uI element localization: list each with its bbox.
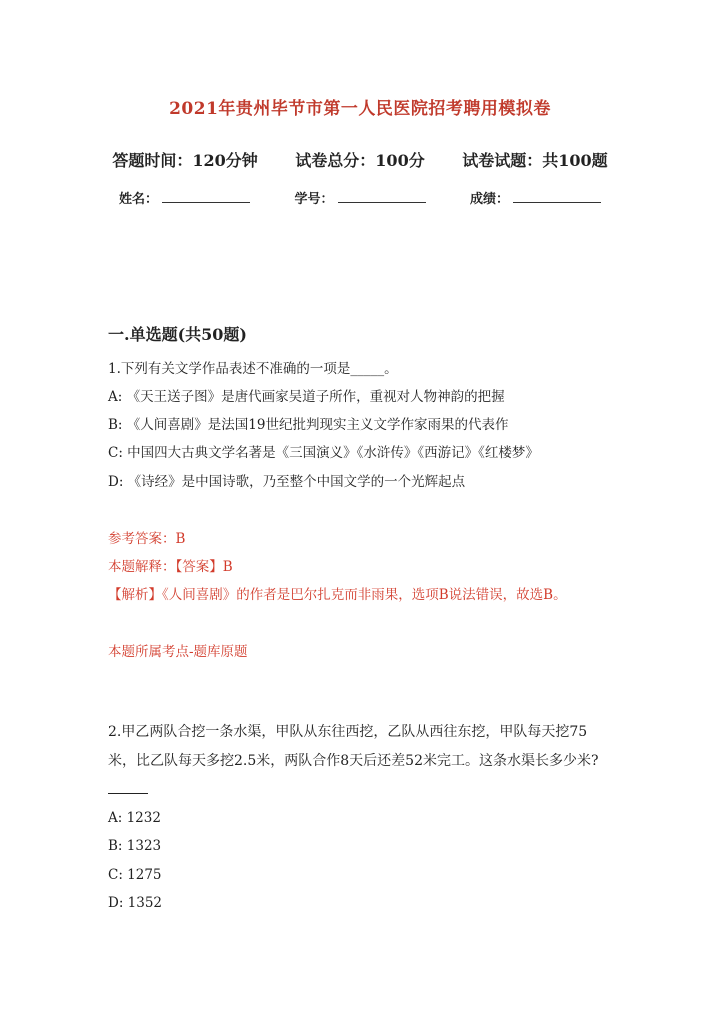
student-id-blank xyxy=(338,190,426,203)
exam-meta xyxy=(0,148,720,171)
q1-option-b: B: 《人间喜剧》是法国19世纪批判现实主义文学作家雨果的代表作 xyxy=(108,417,509,433)
q2-stem xyxy=(108,718,613,805)
q1-explain-label: 本题解释：【答案】B xyxy=(108,559,233,575)
name-blank xyxy=(162,190,250,203)
q2-stem-text: 2.甲乙两队合挖一条水渠，甲队从东往西挖，乙队从西往东挖，甲队每天挖75米，比乙队每天多挖2.5米，两队合作8天后还差52米完工。这条水渠长多少米? xyxy=(108,724,599,769)
score-field xyxy=(470,188,601,207)
q2-option-d: D: 1352 xyxy=(108,895,163,911)
student-id-field xyxy=(294,188,425,207)
q1-option-c: C: 中国四大古典文学名著是《三国演义》《水浒传》《西游记》《红楼梦》 xyxy=(108,445,539,461)
q1-source: 本题所属考点-题库原题 xyxy=(108,644,248,660)
q1-analysis: 【解析】《人间喜剧》的作者是巴尔扎克而非雨果，选项B说法错误，故选B。 xyxy=(108,587,567,603)
score-blank xyxy=(513,190,601,203)
student-id-label: 学号： xyxy=(294,192,334,207)
q1-option-a: A: 《天王送子图》是唐代画家吴道子所作，重视对人物神韵的把握 xyxy=(108,389,505,405)
score-label: 成绩： xyxy=(470,192,510,207)
exam-question-count: 试卷试题：共100题 xyxy=(462,151,608,170)
student-fields xyxy=(0,188,720,207)
document-title: 2021年贵州毕节市第一人民医院招考聘用模拟卷 xyxy=(169,99,551,119)
q2-answer-blank xyxy=(108,781,148,794)
q2-option-a: A: 1232 xyxy=(108,810,161,826)
q2-option-c: C: 1275 xyxy=(108,867,162,883)
q1-answer: 参考答案：B xyxy=(108,531,186,547)
q1-option-d: D: 《诗经》是中国诗歌，乃至整个中国文学的一个光辉起点 xyxy=(108,474,466,490)
exam-time: 答题时间：120分钟 xyxy=(112,151,258,170)
q1-stem: 1.下列有关文学作品表述不准确的一项是_____。 xyxy=(108,361,398,377)
name-field xyxy=(119,188,250,207)
exam-total-score: 试卷总分：100分 xyxy=(295,151,425,170)
q2-option-b: B: 1323 xyxy=(108,838,162,854)
name-label: 姓名： xyxy=(118,192,158,207)
section-title: 一.单选题(共50题) xyxy=(108,325,247,344)
